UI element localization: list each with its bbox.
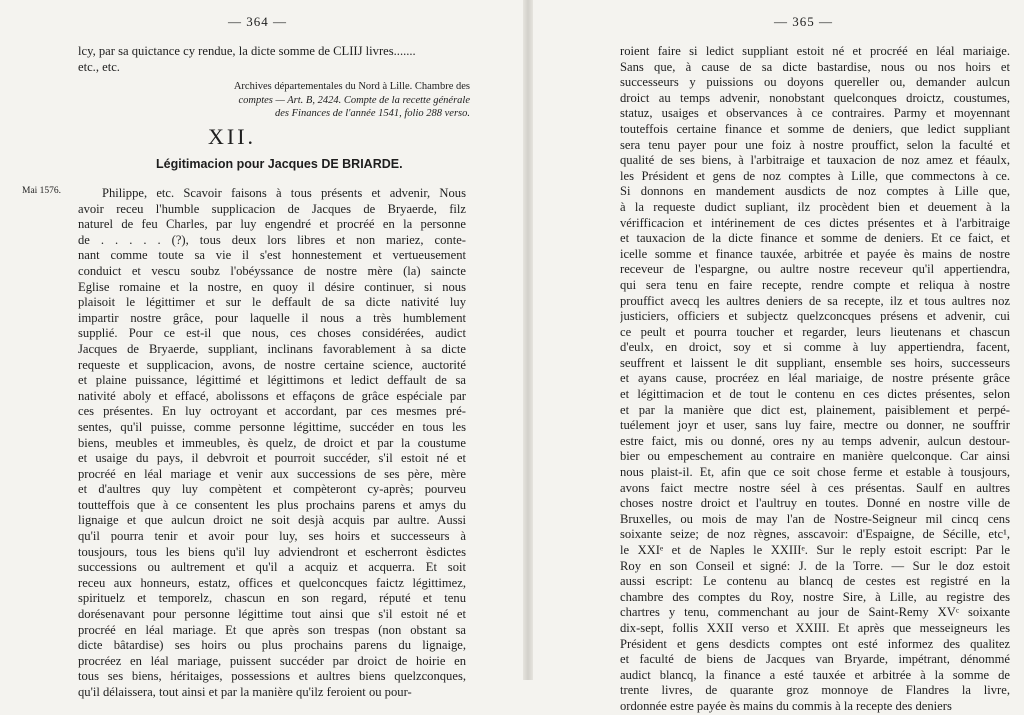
text-line: Eglise romaine et la nostre, en quoy il désire continuer, si nous xyxy=(78,279,466,294)
text-line: biens, meubles et immeubles, ès quelz, de droict et par la coustume xyxy=(78,435,466,450)
text-line: nativité aboly et effacé, abolissons et effaçons de grâce espéciale par xyxy=(78,388,466,403)
text-line: naturel de feu Charles, par luy engendré et procréé en la personne xyxy=(78,217,466,232)
text-line: et faculté de biens de Jacques van Bryarde, impétrant, dénommé xyxy=(620,652,1010,667)
chapter-number: XII. xyxy=(208,124,257,149)
text-line: ordonnée estre payée ès mains du commis à la recepte des deniers xyxy=(620,698,952,713)
text-line: toutteffois que à ce consentent les plus prochains parens et amys du xyxy=(78,497,466,512)
text-line: ce peult et pourra toucher et regarder, leurs lieutenans et chascun xyxy=(620,324,1010,339)
intro-line: etc., etc. xyxy=(78,59,120,74)
text-line: dix-sept, follis XXII verso et XXIII. Et après que messeigneurs les xyxy=(620,620,1010,635)
text-line: Roy en son Conseil et signé: J. de la Torre. — Sur le doz estoit xyxy=(620,558,1010,573)
text-line: qu'il pourra tenir et avoir pour luy, ses hoirs et successeurs à xyxy=(78,529,466,544)
text-line: vérifficacion et intérinement de ces dictes présentes et à l'arbitraige xyxy=(620,215,1010,230)
text-line: chambre des comptes du Roy, nostre Sire, à Lille, au registre des xyxy=(620,589,1010,604)
text-line: et ayans cause, procréez en léal mariaige, de nostre présente grâce xyxy=(620,371,1010,386)
text-line: successeurs y puissions ou doyons quereller ou, demander aulcun xyxy=(620,75,1010,90)
text-line: procréé en léal mariage et venir aux successions de ses père, mère xyxy=(78,466,466,481)
text-line: les Président et gens de noz comptes à Lille, que commectons à ce. xyxy=(620,168,1010,183)
text-line: spirituelz et temporelz, chascun en son regard, réputé et tenu xyxy=(78,591,466,606)
text-line: receu aux honneurs, estatz, offices et quelconcques faictz légittimez, xyxy=(78,575,466,590)
text-line: et légittimacion et de tout le contenu en ces dictes présentes, selon xyxy=(620,387,1010,402)
text-line: et plaine puissance, légittimé et légittimons et ledict deffault de sa xyxy=(78,373,466,388)
text-line: qu'il délaissera, tout ainsi et par la manière qu'ilz feroient ou pour- xyxy=(78,685,412,699)
archive-source xyxy=(150,80,470,121)
text-line: Sans que, à cause de sa dicte bastardise, nous ou nos hoirs et xyxy=(620,59,1010,74)
left-page xyxy=(0,0,520,699)
text-line: tuélement joyr et user, sans luy faire, mectre ou donner, ne souffrir xyxy=(620,418,1010,433)
text-line: aussi escript: Le contenu au blancq de cestes est registré en la xyxy=(620,574,1010,589)
text-line: d'eulx, en droict, soy et si comme à luy appertiendra, facent, xyxy=(620,340,1010,355)
text-line: Si donnons en mandement ausdicts de noz comptes à Lille que, xyxy=(620,184,1010,199)
text-line: chartres y tenu, commenchant au jour de Saint-Remy XVᶜ soixante xyxy=(620,605,1010,620)
page-number: — 365 — xyxy=(774,14,833,29)
text-line: Bruxelles, ou mois de may l'an de Nostre-Seigneur mil cincq cens xyxy=(620,511,1010,526)
text-line: procréé en léal mariage. Et que après son trespas (non obstant sa xyxy=(78,622,466,637)
text-line: audict blancq, la finance a esté tauxée et arbitrée à la somme de xyxy=(620,667,1010,682)
text-line: seuffrent et laissent le dit suppliant, ensemble ses hoirs, successeurs xyxy=(620,355,1010,370)
text-line: à la requeste dudict supliant, ilz procèdent bien et deuement à la xyxy=(620,199,1010,214)
right-body-text xyxy=(620,44,1010,715)
text-line: lignaige et que aulcun droict ne soit desjà acquis par aultre. Aussi xyxy=(78,513,466,528)
text-line: Jacques de Bryaerde, suppliant, inclinans favorablement à sa dicte xyxy=(78,341,466,356)
text-line: conduict et vescu soubz l'obéyssance de nostre mère (la) saincte xyxy=(78,263,466,278)
text-line: dorésenavant pour personne légittime tout ainsi que s'il estoit né et xyxy=(78,607,466,622)
text-line: le XXIᵉ et de Naples le XXIIIᵉ. Sur le reply estoit escript: Par le xyxy=(620,543,1010,557)
text-line: et usaige du pays, il debvroit et pourroit succéder, s'il estoit né et xyxy=(78,451,466,466)
text-line: successions ou aultrement et qu'il a acquiz et acquerra. Et soit xyxy=(78,560,466,575)
section-heading: Légitimacion pour Jacques DE BRIARDE. xyxy=(156,157,403,171)
intro-line: lcy, par sa quictance cy rendue, la dicte somme de CLIIJ livres....... xyxy=(78,44,416,58)
margin-date: Mai 1576. xyxy=(22,186,62,196)
text-line: tous ses biens, héritaiges, possessions et aultres biens quelzconques, xyxy=(78,669,466,684)
text-line: icelle somme et finance tauxée, arbitrée et payée ès mains de nostre xyxy=(620,246,1010,261)
text-line: droict au temps advenir, nonobstant quelconques droictz, coustumes, xyxy=(620,90,1010,105)
text-line: prouffict avecq les aultres deniers de sa recepte, ilz et tous aultres noz xyxy=(620,293,1010,308)
text-line: qui sera tenu en faire recepte, rendre compte et reliqua à nostre xyxy=(620,277,1010,292)
text-line: Philippe, etc. Scavoir faisons à tous présents et advenir, Nous xyxy=(102,186,466,200)
intro-text xyxy=(78,44,462,75)
text-line: touteffois certaine finance et somme de deniers, que ledict suppliant xyxy=(620,121,1010,136)
text-line: nous plaist-il. Et, afin que ce soit chose ferme et estable à tousjours, xyxy=(620,465,1010,480)
text-line: dicte bâtardise) ses hoirs ou plus prochains parens du lignaige, xyxy=(78,638,466,653)
text-line: plaisoit le légittimer et sur le deffault de sa dicte nativité luy xyxy=(78,295,466,310)
text-line: justiciers, officiers et subjectz quelzconcques présens et advenir, cui xyxy=(620,309,1010,324)
text-line: roient faire si ledict suppliant estoit né et procréé en léal mariaige. xyxy=(620,44,1010,58)
text-line: bier ou empeschement au contraire en manière quelconque. Car ainsi xyxy=(620,449,1010,464)
text-line: trente livres, de quarante groz monnoye de Flandres la livre, xyxy=(620,683,1010,698)
page-number: — 364 — xyxy=(228,14,287,29)
text-line: procréez en léal mariage, puissent succéder par droict de hoirie en xyxy=(78,653,466,668)
source-line: des Finances de l'année 1541, folio 288 verso. xyxy=(275,108,470,119)
text-line: et d'aultres quy luy compètent et compèteront cy-après; pourveu xyxy=(78,482,466,497)
text-line: et par la manière que dict est, plainement, paisiblement et perpé- xyxy=(620,402,1010,417)
text-line: de . . . . . (?), tous deux lors libres et non mariez, conte- xyxy=(78,232,466,247)
text-line: soixante seize; de noz règnes, asscavoir: d'Espaigne, de Sécille, etc¹, xyxy=(620,527,1010,542)
text-line: receveur de l'espargne, ou aultre nostre receveur qu'il appertiendra, xyxy=(620,262,1010,277)
text-line: requeste et supplicacion, avons, de nostre certaine science, auctorité xyxy=(78,357,466,372)
left-body-text xyxy=(78,186,466,701)
text-line: et tauxacion de la dicte finance et somme de deniers. Et ce faict, et xyxy=(620,231,1010,246)
text-line: supplié. Pour ce est-il que nous, ces choses considérées, audict xyxy=(78,326,466,341)
text-line: Président et gens desdicts comptes ont esté informez des qualitez xyxy=(620,636,1010,651)
text-line: statuz, usaiges et observances à ce contraires. Parmy et moyennant xyxy=(620,106,1010,121)
text-line: avons faict mectre nostre séel à ces présentas. Saulf en aultres xyxy=(620,480,1010,495)
source-line: Archives départementales du Nord à Lille. Chambre des xyxy=(233,81,470,92)
text-line: choses nostre droict et l'aultruy en toutes. Donné en nostre ville de xyxy=(620,496,1010,511)
text-line: tousjours, tous les biens qu'il luy adviendront et escherront èsdictes xyxy=(78,544,466,559)
text-line: sera tenu payer pour une foiz à nostre prouffict, selon la faculté et xyxy=(620,137,1010,152)
text-line: nant comme toute sa vie il s'est honnestement et vertueusement xyxy=(78,248,466,263)
text-line: sentes, qu'il puisse, comme personne légittime, succéder en tous les xyxy=(78,419,466,434)
text-line: impartir nostre grâce, pour laquelle il nous a très humblement xyxy=(78,310,466,325)
source-line: comptes — Art. B, 2424. Compte de la recette générale xyxy=(238,94,470,106)
text-line: estre faict, mis ou donné, ores ny au temps advenir, aulcun destour- xyxy=(620,433,1010,448)
text-line: qualité de ses biens, à l'arbitraige et tauxacion de noz amez et féaulx, xyxy=(620,153,1010,168)
text-line: ces présentes. En luy octroyant et accordant, par ces mesmes pré- xyxy=(78,404,466,419)
text-line: avoir receu l'humble supplicacion de Jacques de Bryaerde, filz xyxy=(78,201,466,216)
book-gutter xyxy=(523,0,533,680)
right-page xyxy=(536,0,1024,713)
